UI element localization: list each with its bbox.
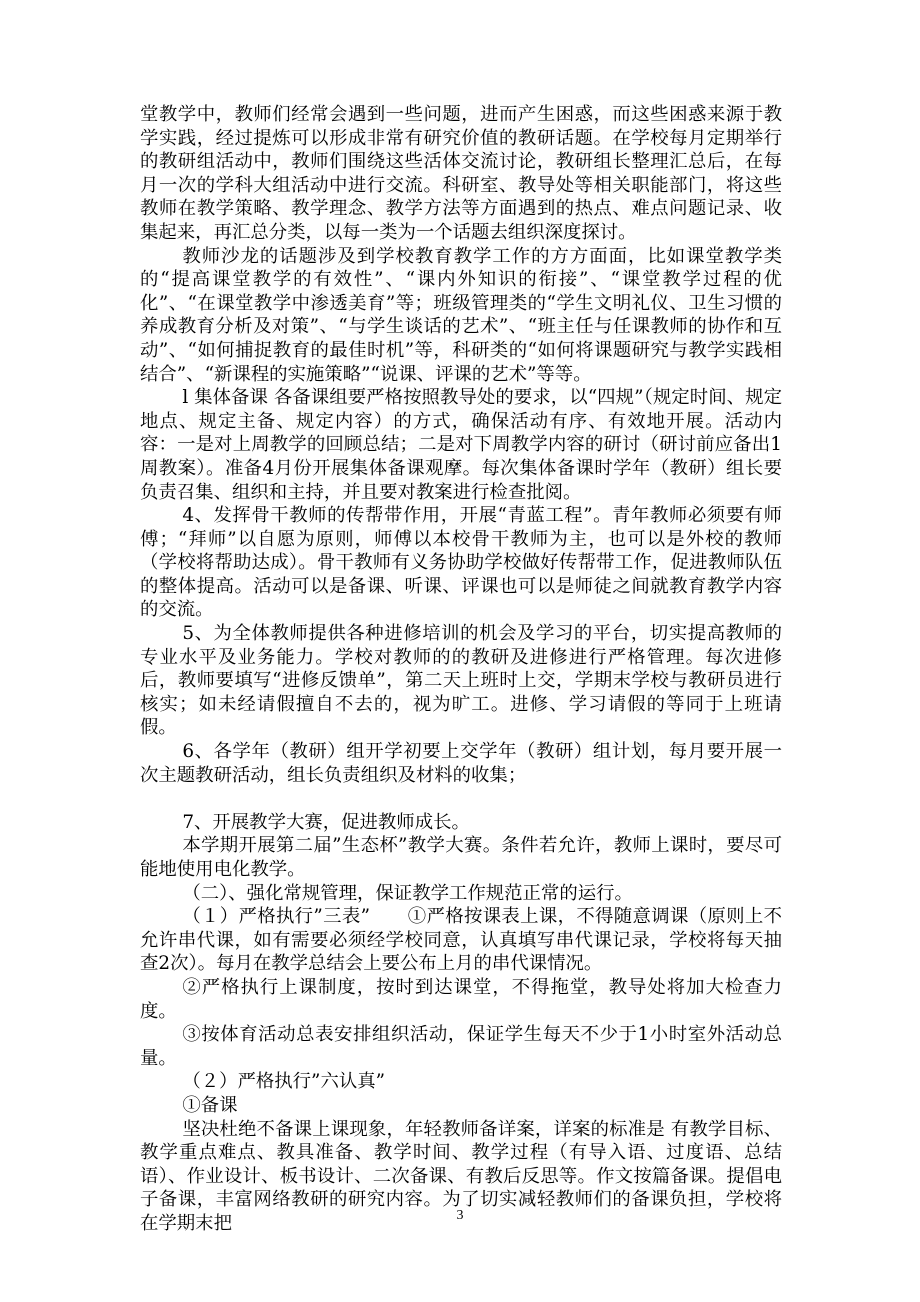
- paragraph-teaching-problems: 堂教学中，教师们经常会遇到一些问题，进而产生困惑，而这些困惑来源于教学实践，经过提炼可以形成非常有研究价值的教研话题。在学校每月定期举行的教研组活动中，教师们围绕这些活体交流讨论，教研组长整理汇总后，在每月一次的学科大组活动中进行交流。科研室、教导处等相关职能部门，将这些教师在教学策略、教学理念、教学方法等方面遇到的热点、难点问题记录、收集起来，再汇总分类，以每一类为一个话题去组织深度探讨。: [140, 104, 782, 243]
- page-number: 3: [456, 1208, 464, 1223]
- paragraph-teaching-contest: 本学期开展第二届”生态杯”教学大赛。条件若允许，教师上课时，要尽可能地使用电化教学。: [140, 835, 782, 880]
- section-heading-routine-management: （二）、强化常规管理，保证教学工作规范正常的运行。: [182, 882, 633, 904]
- paragraph-spacer: [140, 787, 782, 811]
- paragraph-teaching-contest-heading: 7、开展教学大赛，促进教师成长。: [182, 811, 470, 833]
- paragraph-teacher-salon-topics: 教师沙龙的话题涉及到学校教育教学工作的方方面面，比如课堂教学类的“提高课堂教学的有效性”、“课内外知识的衔接”、“课堂教学过程的优化”、“在课堂教学中渗透美育”等；班级管理类的“学生文明礼仪、卫生习惯的养成教育分析及对策”、“与学生谈话的艺术”、“班主任与任课教师的协作和互动”、“如何捕捉教育的最佳时机”等，科研类的“如何将课题研究与教学实践相结合”、“新课程的实施策略”“说课、评课的艺术”等等。: [140, 245, 782, 385]
- paragraph-class-rules: ②严格执行上课制度，按时到达课堂，不得拖堂，教导处将加大检查力度。: [140, 976, 782, 1022]
- paragraph-backbone-teachers: 4、发挥骨干教师的传帮带作用，开展“青蓝工程”。青年教师必须要有师傅；“拜师”以自愿为原则，师傅以本校骨干教师为主，也可以是外校的教师（学校将帮助达成）。骨干教师有义务协助学校做好传帮带工作，促进教师队伍的整体提高。活动可以是备课、听课、评课也可以是师徒之间就教育教学内容的交流。: [140, 505, 782, 621]
- paragraph-lesson-prep-standards: 坚决杜绝不备课上课现象，年轻教师备详案，详案的标准是 有教学目标、教学重点难点、教具准备、教学时间、教学过程（有导入语、过度语、总结语）、作业设计、板书设计、二次备课、有教后反思等。作文按篇备课。提倡电子备课，丰富网络教研的研究内容。为了切实减轻教师们的备课负担，学校将在学期末把: [140, 1118, 782, 1234]
- paragraph-collective-lesson-prep: l 集体备课 各备课组要严格按照教导处的要求，以“四规”（规定时间、规定地点、规定主备、规定内容）的方式，确保活动有序、有效地开展。活动内容：一是对上周教学的回顾总结；二是对下周教学内容的研讨（研讨前应备出1周教案）。准备4月份开展集体备课观摩。每次集体备课时学年（教研）组长要负责召集、组织和主持，并且要对教案进行检查批阅。: [140, 387, 782, 503]
- section-heading-six-earnest: （２）严格执行”六认真”: [182, 1071, 386, 1093]
- subheading-lesson-prep: ①备课: [182, 1094, 238, 1116]
- paragraph-three-schedules: （１）严格执行”三表” ①严格按课表上课，不得随意调课（原则上不允许串代课，如有需要必须经学校同意，认真填写串代课记录，学校将每天抽查2次）。每月在教学总结会上要公布上月的串代课情况。: [140, 906, 782, 975]
- document-page: [140, 103, 782, 1236]
- paragraph-grade-group-plan: 6、各学年（教研）组开学初要上交学年（教研）组计划，每月要开展一次主题教研活动，组长负责组织及材料的收集；: [140, 741, 782, 786]
- paragraph-sports-activities: ③按体育活动总表安排组织活动，保证学生每天不少于1小时室外活动总量。: [140, 1024, 782, 1069]
- paragraph-teacher-training: 5、为全体教师提供各种进修培训的机会及学习的平台，切实提高教师的专业水平及业务能力。学校对教师的的教研及进修进行严格管理。每次进修后，教师要填写“进修反馈单”，第二天上班时上交，学期末学校与教研员进行核实；如未经请假擅自不去的，视为旷工。进修、学习请假的等同于上班请假。: [140, 623, 782, 739]
